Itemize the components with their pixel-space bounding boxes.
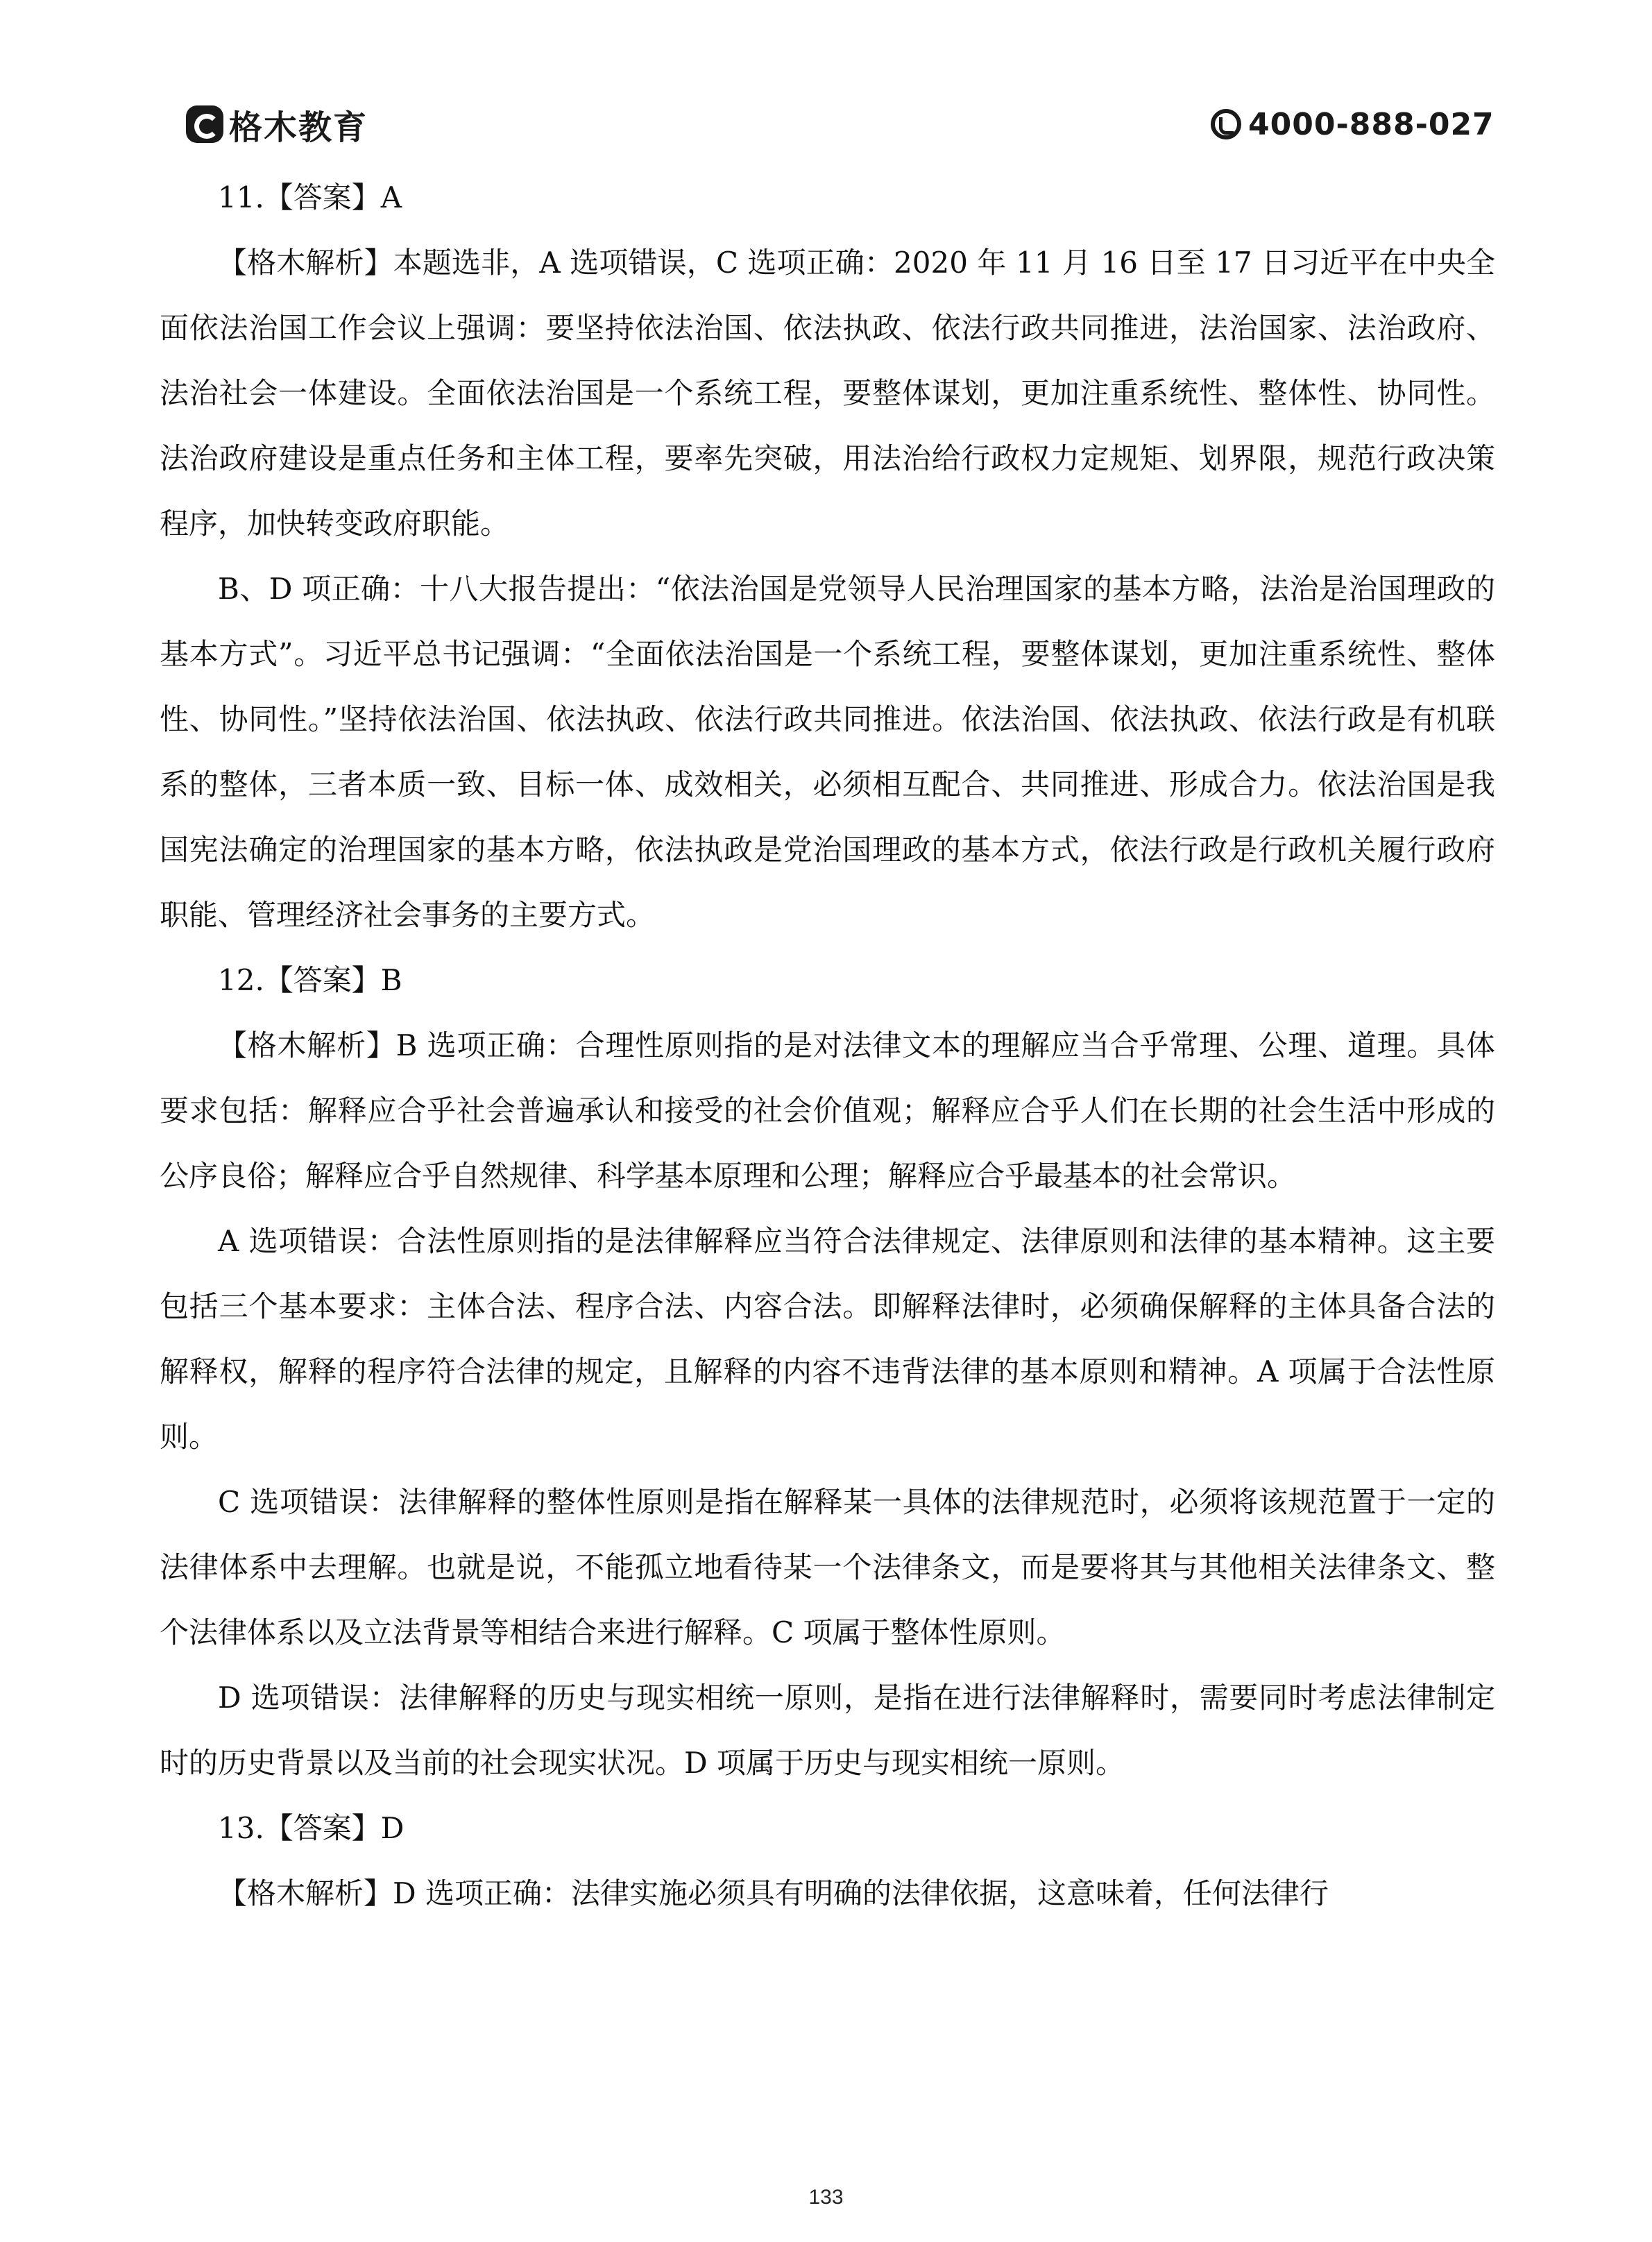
phone-number: 4000-888-027 <box>1248 106 1495 142</box>
analysis-paragraph: 【格木解析】B 选项正确：合理性原则指的是对法律文本的理解应当合乎常理、公理、道理。具体要求包括：解释应合乎社会普遍承认和接受的社会价值观；解释应合乎人们在长期的社会生活中形成的公序良俗；解释应合乎自然规律、科学基本原理和公理；解释应合乎最基本的社会常识。 <box>160 1028 1495 1193</box>
answer-heading-11: 11.【答案】A <box>218 180 402 214</box>
answer-heading-12: 12.【答案】B <box>218 963 402 997</box>
document-body <box>160 165 1495 1926</box>
analysis-paragraph: A 选项错误：合法性原则指的是法律解释应当符合法律规定、法律原则和法律的基本精神。这主要包括三个基本要求：主体合法、程序合法、内容合法。即解释法律时，必须确保解释的主体具备合法的解释权，解释的程序符合法律的规定，且解释的内容不违背法律的基本原则和精神。A 项属于合法性原则。 <box>160 1224 1495 1454</box>
logo-text: 格木教育 <box>229 108 368 147</box>
analysis-paragraph: C 选项错误：法律解释的整体性原则是指在解释某一具体的法律规范时，必须将该规范置于一定的法律体系中去理解。也就是说，不能孤立地看待某一个法律条文，而是要将其与其他相关法律条文、整个法律体系以及立法背景等相结合来进行解释。C 项属于整体性原则。 <box>160 1485 1495 1649</box>
phone-contact <box>1211 104 1495 144</box>
page-header <box>0 0 1652 167</box>
page-number: 133 <box>808 2186 844 2209</box>
analysis-paragraph: 【格木解析】D 选项正确：法律实施必须具有明确的法律依据，这意味着，任何法律行 <box>218 1876 1329 1910</box>
logo-icon <box>186 105 223 143</box>
analysis-paragraph: D 选项错误：法律解释的历史与现实相统一原则，是指在进行法律解释时，需要同时考虑法律制定时的历史背景以及当前的社会现实状况。D 项属于历史与现实相统一原则。 <box>160 1681 1495 1780</box>
answer-heading-13: 13.【答案】D <box>218 1811 405 1845</box>
analysis-paragraph: 【格木解析】本题选非，A 选项错误，C 选项正确：2020 年 11 月 16 日至 17 日习近平在中央全面依法治国工作会议上强调：要坚持依法治国、依法执政、依法行政共同推进，法治国家、法治政府、法治社会一体建设。全面依法治国是一个系统工程，要整体谋划，更加注重系统性、整体性、协同性。法治政府建设是重点任务和主体工程，要率先突破，用法治给行政权力定规矩、划界限，规范行政决策程序，加快转变政府职能。 <box>160 246 1495 541</box>
brand-logo <box>186 104 368 147</box>
phone-icon <box>1211 109 1241 139</box>
analysis-paragraph: B、D 项正确：十八大报告提出：“依法治国是党领导人民治理国家的基本方略，法治是治国理政的基本方式”。习近平总书记强调：“全面依法治国是一个系统工程，要整体谋划，更加注重系统性、整体性、协同性。”坚持依法治国、依法执政、依法行政共同推进。依法治国、依法执政、依法行政是有机联系的整体，三者本质一致、目标一体、成效相关，必须相互配合、共同推进、形成合力。依法治国是我国宪法确定的治理国家的基本方略，依法执政是党治国理政的基本方式，依法行政是行政机关履行政府职能、管理经济社会事务的主要方式。 <box>160 572 1495 932</box>
